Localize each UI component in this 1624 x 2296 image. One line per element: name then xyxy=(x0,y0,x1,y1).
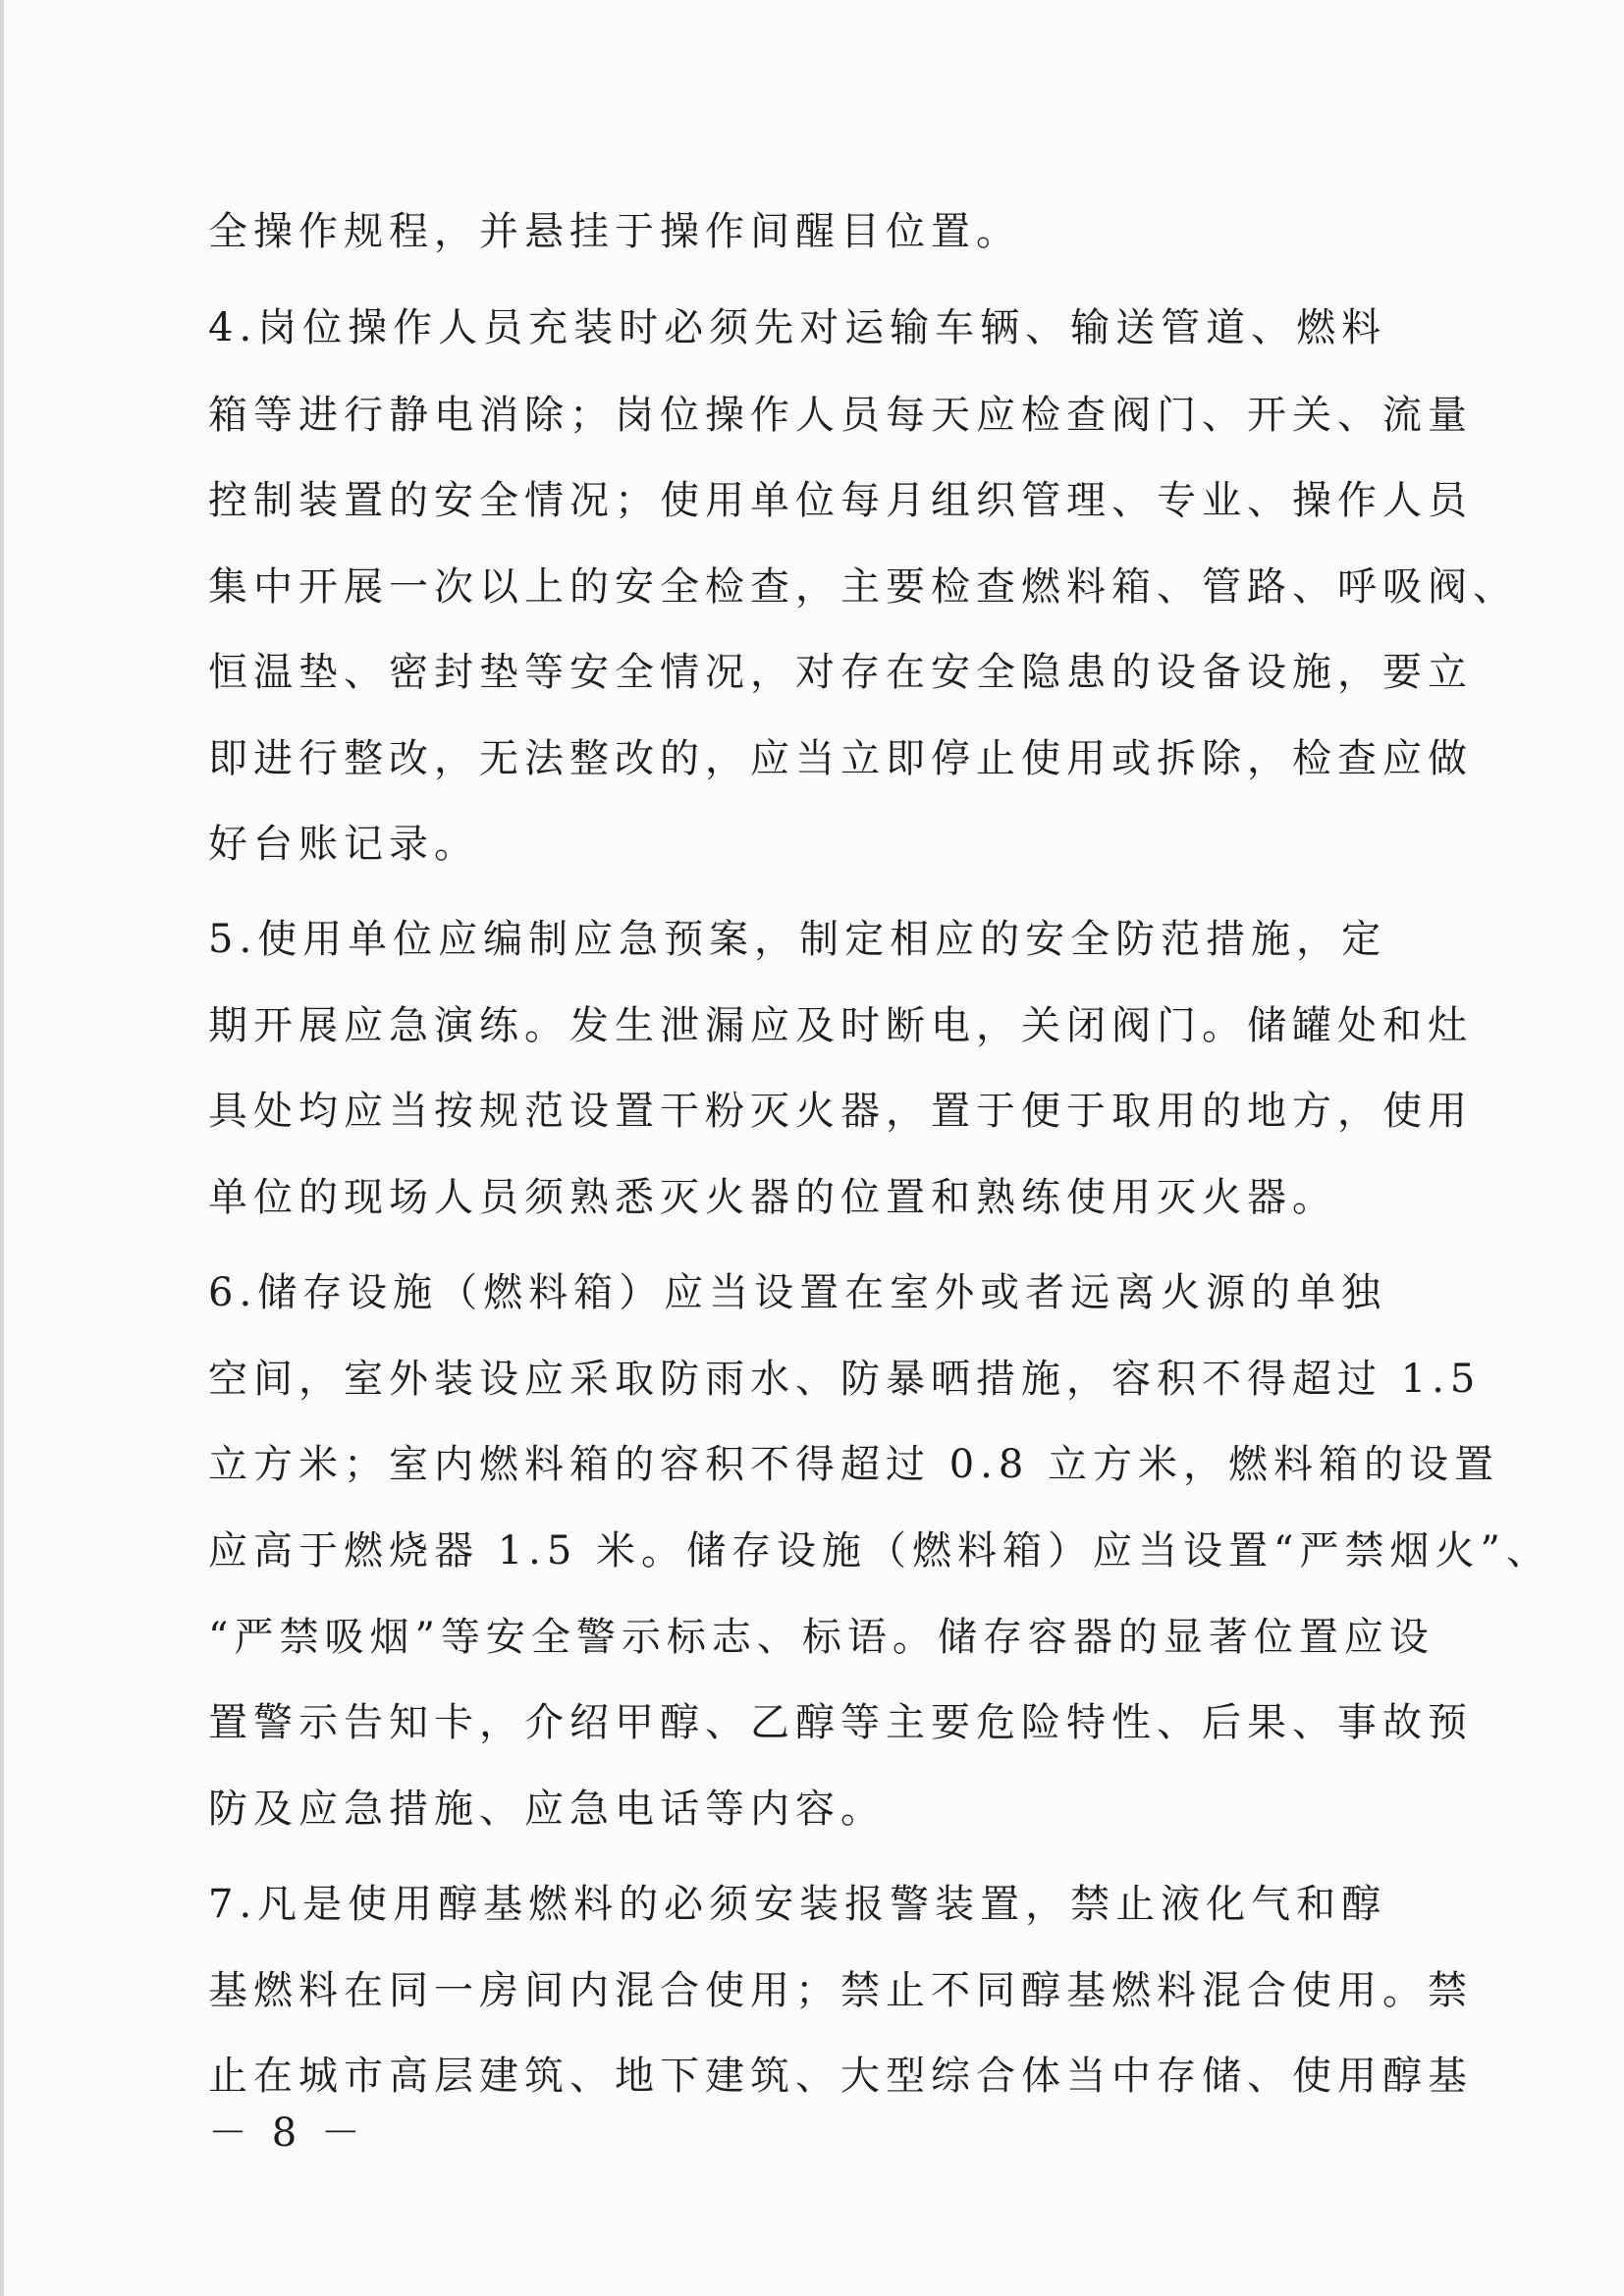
text-line: 恒温垫、密封垫等安全情况，对存在安全隐患的设备设施，要立 xyxy=(208,650,1473,695)
text-line: 控制装置的安全情况；使用单位每月组织管理、专业、操作人员 xyxy=(208,478,1473,523)
text-line: 基燃料在同一房间内混合使用；禁止不同醇基燃料混合使用。禁 xyxy=(208,1968,1473,2013)
scan-edge xyxy=(0,0,4,2296)
text-line: 止在城市高层建筑、地下建筑、大型综合体当中存储、使用醇基 xyxy=(208,2054,1473,2099)
text-line: 箱等进行静电消除；岗位操作人员每天应检查阀门、开关、流量 xyxy=(208,393,1473,438)
text-line: 7.凡是使用醇基燃料的必须安装报警装置，禁止液化气和醇 xyxy=(208,1882,1387,1927)
text-line: 期开展应急演练。发生泄漏应及时断电，关闭阀门。储罐处和灶 xyxy=(208,1003,1473,1048)
page-number: － 8 － xyxy=(208,2110,366,2156)
text-line: 具处均应当按规范设置干粉灭火器，置于便于取用的地方，使用 xyxy=(208,1089,1473,1134)
text-line: 5.使用单位应编制应急预案，制定相应的安全防范措施，定 xyxy=(208,917,1387,962)
text-line: 置警示告知卡，介绍甲醇、乙醇等主要危险特性、后果、事故预 xyxy=(208,1700,1473,1745)
text-line: 单位的现场人员须熟悉灭火器的位置和熟练使用灭火器。 xyxy=(208,1175,1337,1220)
text-line: 防及应急措施、应急电话等内容。 xyxy=(208,1787,886,1832)
text-line: 6.储存设施（燃料箱）应当设置在室外或者远离火源的单独 xyxy=(208,1270,1387,1315)
text-line: 即进行整改，无法整改的，应当立即停止使用或拆除，检查应做 xyxy=(208,736,1473,781)
text-line: 集中开展一次以上的安全检查，主要检查燃料箱、管路、呼吸阀、 xyxy=(208,564,1518,610)
text-line: “严禁吸烟”等安全警示标志、标语。储存容器的显著位置应设 xyxy=(208,1615,1435,1660)
text-line: 好台账记录。 xyxy=(208,822,479,867)
text-line: 空间，室外装设应采取防雨水、防暴晒措施，容积不得超过 1.5 xyxy=(208,1357,1482,1402)
text-line: 立方米；室内燃料箱的容积不得超过 0.8 立方米，燃料箱的设置 xyxy=(208,1442,1500,1487)
text-line: 全操作规程，并悬挂于操作间醒目位置。 xyxy=(208,209,1021,254)
text-line: 应高于燃烧器 1.5 米。储存设施（燃料箱）应当设置“严禁烟火”、 xyxy=(208,1528,1551,1574)
text-line: 4.岗位操作人员充装时必须先对运输车辆、输送管道、燃料 xyxy=(208,305,1387,350)
